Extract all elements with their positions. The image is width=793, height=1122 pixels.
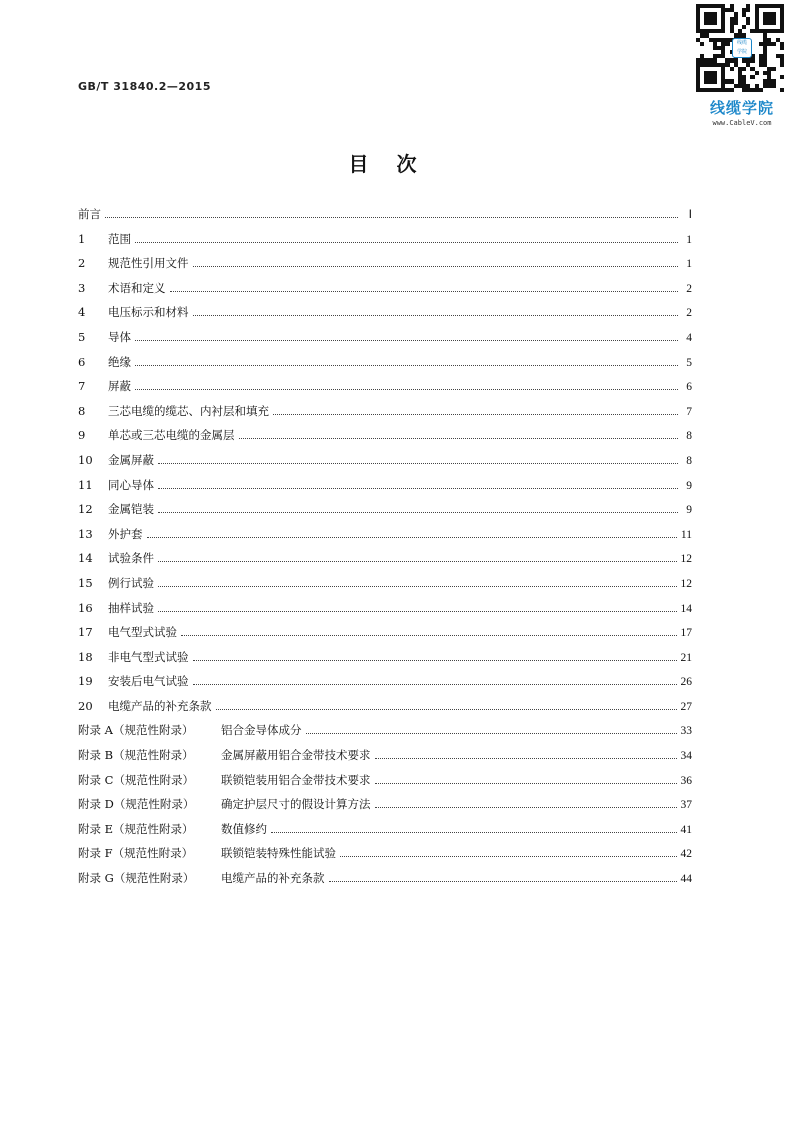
toc-entry-number: 19 — [78, 674, 93, 689]
toc-entry-title: 屏蔽 — [108, 379, 131, 394]
toc-entry-label — [78, 378, 131, 394]
toc-leader-dots — [105, 217, 678, 218]
toc-entry[interactable] — [78, 354, 692, 379]
toc-entry-page: 34 — [680, 750, 692, 763]
toc-leader-dots — [147, 537, 677, 538]
toc-entry-page: 36 — [680, 774, 692, 787]
toc-entry-title: 术语和定义 — [108, 280, 166, 295]
toc-entry-title: 抽样试验 — [108, 600, 154, 615]
toc-entry-label — [78, 280, 166, 296]
toc-entry-page: Ⅰ — [688, 209, 692, 221]
toc-entry-number: 6 — [78, 354, 86, 369]
toc-entry[interactable] — [78, 304, 692, 329]
toc-entry[interactable] — [78, 452, 692, 477]
toc-leader-dots — [158, 561, 677, 562]
toc-entry[interactable] — [78, 575, 692, 600]
toc-entry-label — [78, 329, 131, 345]
toc-leader-dots — [193, 684, 677, 685]
toc-entry-title: 单芯或三芯电缆的金属层 — [108, 428, 235, 443]
toc-entry-number: 12 — [78, 502, 93, 517]
toc-leader-dots — [158, 586, 677, 587]
toc-entry-number: 附录 G（规范性附录） — [78, 871, 195, 886]
toc-entry[interactable] — [78, 722, 692, 747]
toc-entry-page: 9 — [686, 504, 692, 517]
toc-entry-label — [78, 403, 269, 419]
toc-leader-dots — [329, 881, 677, 882]
toc-leader-dots — [158, 488, 678, 489]
toc-entry[interactable] — [78, 550, 692, 575]
toc-entry-page: 1 — [686, 233, 692, 246]
toc-entry-page: 2 — [686, 282, 692, 295]
standard-code: GB/T 31840.2—2015 — [78, 80, 211, 93]
toc-entry-page: 12 — [680, 553, 692, 566]
toc-leader-dots — [273, 414, 678, 415]
toc-entry-page: 41 — [680, 823, 692, 836]
toc-leader-dots — [193, 266, 679, 267]
toc-entry[interactable] — [78, 206, 692, 231]
toc-entry-title: 铝合金导体成分 — [221, 723, 302, 738]
toc-entry[interactable] — [78, 329, 692, 354]
toc-entry[interactable] — [78, 600, 692, 625]
toc-entry-title: 确定护层尺寸的假设计算方法 — [221, 797, 371, 812]
toc-entry-label — [78, 624, 177, 640]
toc-entry-title: 绝缘 — [108, 354, 131, 369]
toc-entry-page: 33 — [680, 725, 692, 738]
toc-leader-dots — [306, 733, 677, 734]
toc-entry-label — [78, 206, 101, 222]
toc-entry-page: 9 — [686, 479, 692, 492]
toc-entry-page: 37 — [680, 799, 692, 812]
toc-entry[interactable] — [78, 477, 692, 502]
toc-entry-label — [78, 304, 189, 320]
toc-entry[interactable] — [78, 624, 692, 649]
toc-entry-title: 规范性引用文件 — [108, 256, 189, 271]
toc-entry-label — [78, 698, 212, 714]
toc-leader-dots — [158, 611, 677, 612]
toc-entry-title: 例行试验 — [108, 575, 154, 590]
toc-entry-label — [78, 600, 154, 616]
toc-leader-dots — [135, 242, 678, 243]
toc-entry-label — [78, 231, 131, 247]
toc-entry-number: 5 — [78, 329, 86, 344]
toc-entry-label — [78, 772, 371, 788]
toc-entry-page: 8 — [686, 454, 692, 467]
toc-entry-title: 外护套 — [108, 526, 143, 541]
toc-entry[interactable] — [78, 231, 692, 256]
toc-entry-number: 7 — [78, 379, 86, 394]
toc-leader-dots — [375, 807, 677, 808]
toc-entry-number: 附录 D（规范性附录） — [78, 797, 195, 812]
toc-entry-number: 13 — [78, 526, 93, 541]
toc-entry-label — [78, 747, 371, 763]
toc-entry-number: 附录 C（规范性附录） — [78, 772, 194, 787]
toc-leader-dots — [135, 340, 678, 341]
toc-entry-number: 8 — [78, 403, 86, 418]
toc-entry-number: 10 — [78, 452, 93, 467]
toc-entry-page: 42 — [680, 848, 692, 861]
toc-entry-title: 范围 — [108, 231, 131, 246]
toc-entry-title: 电缆产品的补充条款 — [108, 698, 212, 713]
toc-leader-dots — [158, 512, 678, 513]
toc-leader-dots — [271, 832, 677, 833]
toc-leader-dots — [239, 438, 679, 439]
toc-entry[interactable] — [78, 255, 692, 280]
toc-entry[interactable] — [78, 673, 692, 698]
toc-entry-number: 2 — [78, 256, 86, 271]
toc-entry-page: 17 — [680, 627, 692, 640]
toc-entry-page: 12 — [680, 577, 692, 590]
toc-leader-dots — [158, 463, 678, 464]
brand-url[interactable]: www.CableV.com — [712, 119, 772, 127]
toc-leader-dots — [375, 758, 677, 759]
toc-entry-page: 7 — [686, 405, 692, 418]
toc-entry-page: 21 — [680, 651, 692, 664]
toc-entry-page: 1 — [686, 258, 692, 271]
toc-entry[interactable] — [78, 427, 692, 452]
toc-entry-title: 联锁铠装特殊性能试验 — [221, 846, 336, 861]
toc-entry-page: 26 — [680, 676, 692, 689]
toc-entry-number: 14 — [78, 551, 93, 566]
toc-entry-number: 15 — [78, 575, 93, 590]
toc-entry-number: 18 — [78, 649, 93, 664]
toc-entry-number: 9 — [78, 428, 86, 443]
toc-entry-title: 数值修约 — [221, 821, 267, 836]
toc-entry-label — [78, 354, 131, 370]
toc-entry-number: 4 — [78, 305, 86, 320]
toc-entry-label — [78, 255, 189, 271]
toc-entry[interactable] — [78, 772, 692, 797]
toc-entry-label — [78, 821, 267, 837]
toc-entry-number: 17 — [78, 625, 93, 640]
toc-entry-page: 27 — [680, 700, 692, 713]
toc-entry[interactable] — [78, 403, 692, 428]
toc-entry-number: 附录 B（规范性附录） — [78, 748, 194, 763]
toc-leader-dots — [181, 635, 677, 636]
brand-name: 线缆学院 — [709, 99, 774, 117]
toc-entry-label — [78, 550, 154, 566]
toc-leader-dots — [135, 365, 678, 366]
toc-entry-number: 1 — [78, 231, 86, 246]
toc-entry-page: 8 — [686, 430, 692, 443]
toc-entry-label — [78, 452, 154, 468]
toc-entry-page: 44 — [680, 873, 692, 886]
toc-entry-label — [78, 796, 371, 812]
toc-entry-title: 导体 — [108, 329, 131, 344]
toc-entry[interactable] — [78, 870, 692, 895]
toc-entry-number: 20 — [78, 698, 93, 713]
toc-entry[interactable] — [78, 747, 692, 772]
toc-entry-title: 电气型式试验 — [108, 625, 177, 640]
toc-entry-number: 16 — [78, 600, 93, 615]
toc-entry-label — [78, 477, 154, 493]
toc-entry-page: 5 — [686, 356, 692, 369]
toc-entry-page: 11 — [680, 528, 692, 541]
toc-entry-title: 金属屏蔽用铝合金带技术要求 — [221, 748, 371, 763]
toc-entry-number: 附录 E（规范性附录） — [78, 821, 194, 836]
toc-entry-page: 4 — [686, 331, 692, 344]
toc-entry-title: 电缆产品的补充条款 — [221, 871, 325, 886]
toc-leader-dots — [193, 315, 679, 316]
toc-entry-title: 电压标示和材料 — [108, 305, 189, 320]
toc-entry[interactable] — [78, 845, 692, 870]
toc-entry-number: 附录 F（规范性附录） — [78, 846, 194, 861]
toc-entry-label — [78, 845, 336, 861]
toc-entry-number: 11 — [78, 477, 93, 492]
table-of-contents — [78, 206, 692, 895]
toc-entry[interactable] — [78, 821, 692, 846]
toc-entry-label — [78, 526, 143, 542]
toc-entry-title: 同心导体 — [108, 477, 154, 492]
toc-leader-dots — [340, 856, 677, 857]
toc-entry[interactable] — [78, 649, 692, 674]
toc-entry-label — [78, 722, 302, 738]
toc-entry-label — [78, 501, 154, 517]
toc-entry[interactable] — [78, 796, 692, 821]
toc-entry-label — [78, 673, 189, 689]
toc-entry-title: 三芯电缆的缆芯、内衬层和填充 — [108, 403, 269, 418]
toc-entry-number: 附录 A（规范性附录） — [78, 723, 194, 738]
toc-entry-page: 14 — [680, 602, 692, 615]
toc-leader-dots — [216, 709, 677, 710]
toc-entry-page: 2 — [686, 307, 692, 320]
toc-entry-label — [78, 649, 189, 665]
qr-badge: 线缆 学院 — [732, 38, 752, 58]
toc-entry-label — [78, 575, 154, 591]
toc-leader-dots — [193, 660, 677, 661]
toc-entry-title: 非电气型式试验 — [108, 649, 189, 664]
toc-entry-title: 试验条件 — [108, 551, 154, 566]
toc-entry[interactable] — [78, 698, 692, 723]
toc-leader-dots — [170, 291, 679, 292]
toc-leader-dots — [135, 389, 678, 390]
toc-entry-number: 3 — [78, 280, 86, 295]
toc-entry[interactable] — [78, 501, 692, 526]
toc-entry-title: 金属屏蔽 — [108, 452, 154, 467]
toc-entry-page: 6 — [686, 381, 692, 394]
toc-entry-title: 联锁铠装用铝合金带技术要求 — [221, 772, 371, 787]
toc-entry-label — [78, 427, 235, 443]
toc-entry-label — [78, 870, 325, 886]
toc-leader-dots — [375, 783, 677, 784]
toc-entry[interactable] — [78, 526, 692, 551]
toc-entry[interactable] — [78, 378, 692, 403]
toc-entry-title: 前言 — [78, 207, 101, 221]
toc-entry-title: 安装后电气试验 — [108, 674, 189, 689]
brand-logo-block[interactable] — [696, 4, 788, 128]
page-title: 目次 — [348, 152, 445, 176]
toc-entry-title: 金属铠装 — [108, 502, 154, 517]
toc-entry[interactable] — [78, 280, 692, 305]
